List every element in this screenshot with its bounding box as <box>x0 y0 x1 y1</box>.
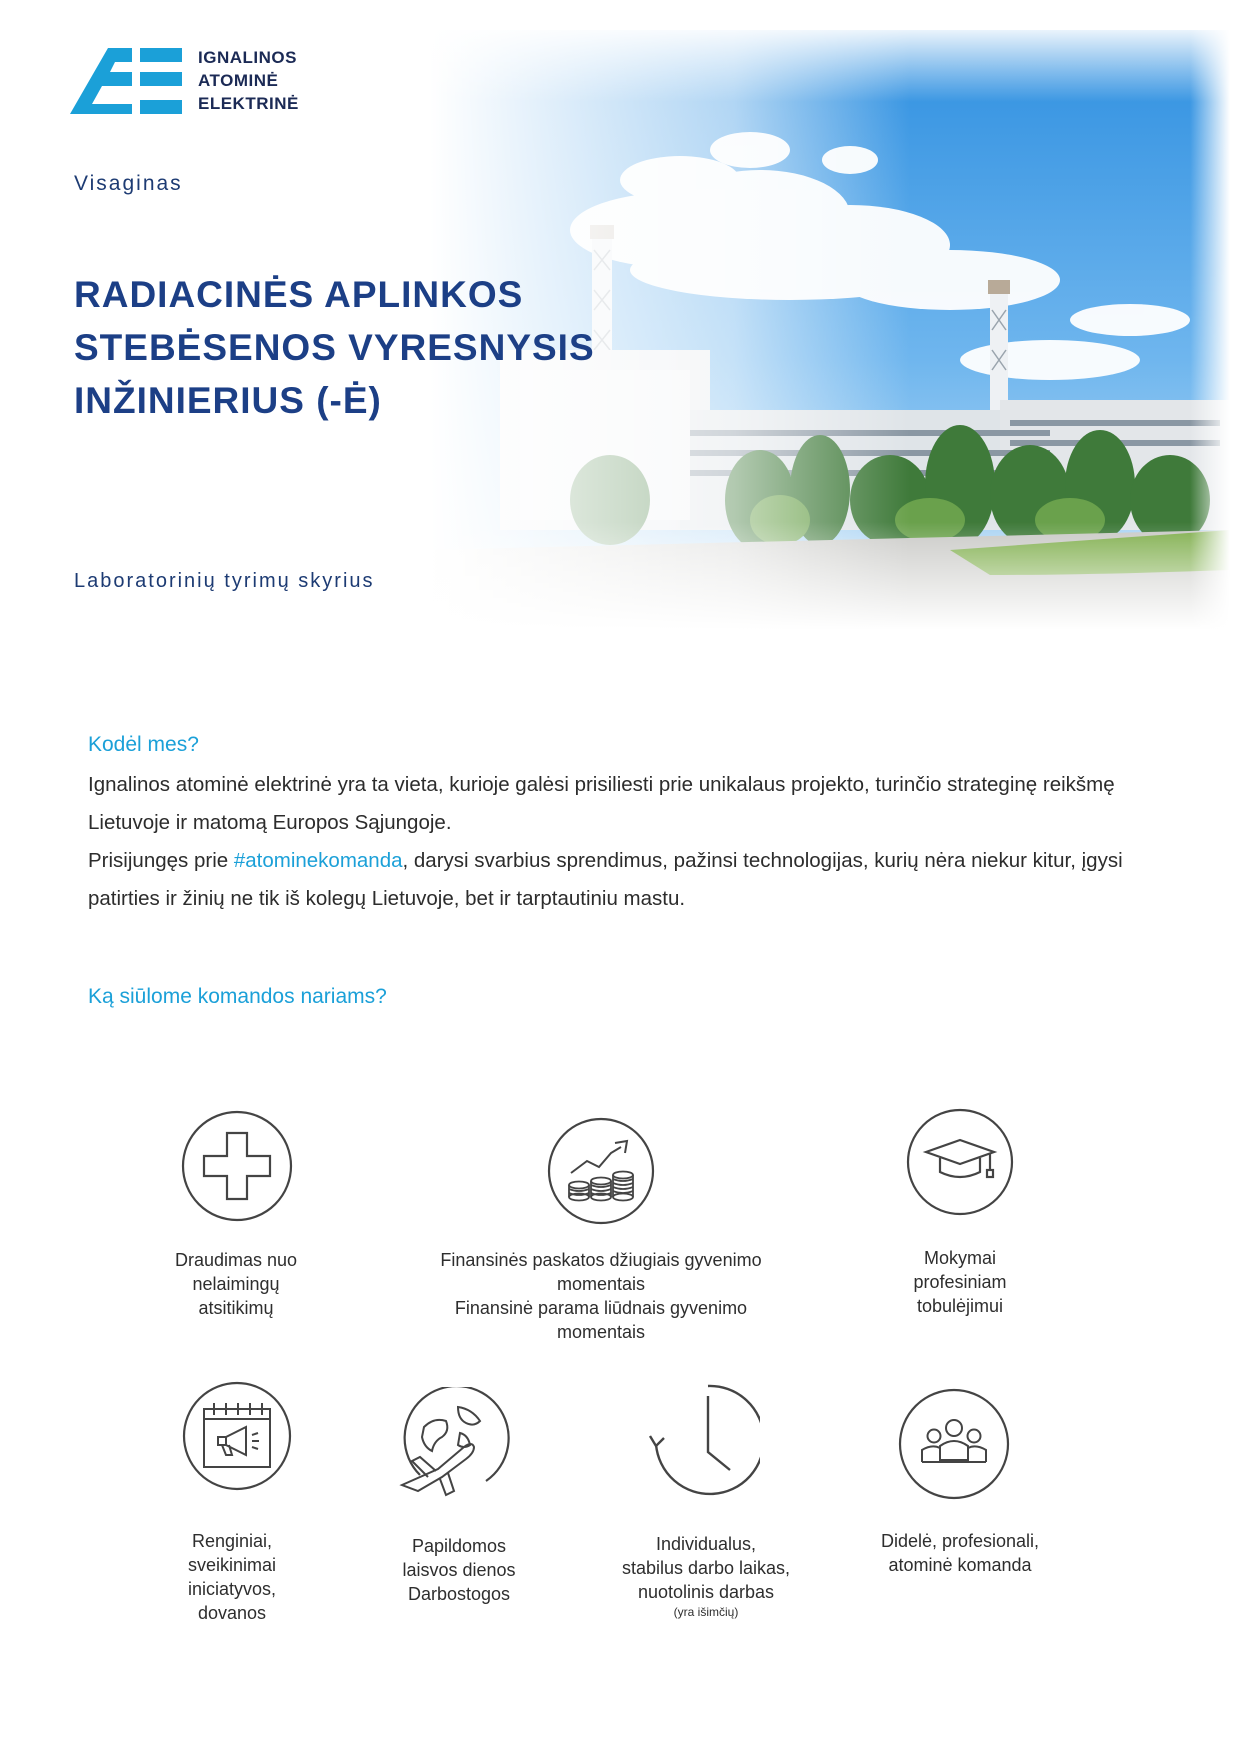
clock-icon <box>640 1382 760 1500</box>
logo-text-line-3: ELEKTRINĖ <box>198 94 299 113</box>
job-title-line-1: RADIACINĖS APLINKOS <box>74 274 524 315</box>
why-us-paragraph-1: Ignalinos atominė elektrinė yra ta vieta, kurioje galėsi prisiliesti prie unikalaus projekto, turinčio strateginę reikšmę Lietuvoje ir matomą Europos Sąjungoje. <box>88 773 1115 834</box>
benefit-financial-label: Finansinės paskatos džiugiais gyvenimo momentais Finansinė parama liūdnais gyvenimo momentais <box>440 1250 762 1342</box>
why-us-paragraph-2 <box>88 842 1178 918</box>
medical-cross-icon <box>180 1109 294 1223</box>
job-location: Visaginas <box>74 172 183 195</box>
benefit-worktime-note: (yra išimčių) <box>673 1605 739 1619</box>
company-logo-mark <box>70 48 182 114</box>
logo-text-line-1: IGNALINOS <box>198 48 297 67</box>
department-name: Laboratorinių tyrimų skyrius <box>74 570 375 592</box>
benefit-team-label: Didelė, profesionali, atominė komanda <box>880 1531 1040 1575</box>
benefit-worktime-label: Individualus, stabilus darbo laikas, nuotolinis darbas (yra išimčių) <box>621 1534 791 1619</box>
offer-heading: Ką siūlome komandos nariams? <box>88 985 387 1008</box>
logo-text-line-2: ATOMINĖ <box>198 71 279 90</box>
benefit-days-off-label: Papildomos laisvos dienos Darbostogos <box>402 1536 516 1604</box>
hashtag-link[interactable]: #atominekomanda <box>233 849 403 872</box>
events-calendar-icon <box>182 1381 292 1491</box>
graduation-cap-icon <box>906 1108 1014 1216</box>
paragraph-2-suffix: , darysi svarbius sprendimus, pažinsi technologijas, kurių nėra niekur kitur, įgysi patirties ir žinių ne tik iš kolegų Lietuvoje, bet ir tarptautiniu mastu. <box>88 849 1123 910</box>
paragraph-2-prefix: Prisijungęs prie <box>88 849 234 872</box>
why-us-heading: Kodėl mes? <box>88 733 199 756</box>
team-icon <box>898 1388 1010 1500</box>
job-title-line-3: INŽINIERIUS (-Ė) <box>74 380 382 421</box>
benefit-events-label: Renginiai, sveikinimai iniciatyvos, dovanos <box>187 1531 277 1623</box>
benefit-insurance-label: Draudimas nuo nelaimingų atsitikimų <box>174 1250 298 1318</box>
financial-growth-icon <box>547 1117 655 1225</box>
globe-plane-icon <box>398 1387 510 1499</box>
benefit-training-label: Mokymai profesiniam tobulėjimui <box>913 1248 1007 1316</box>
job-title-line-2: STEBĖSENOS VYRESNYSIS <box>74 327 595 368</box>
